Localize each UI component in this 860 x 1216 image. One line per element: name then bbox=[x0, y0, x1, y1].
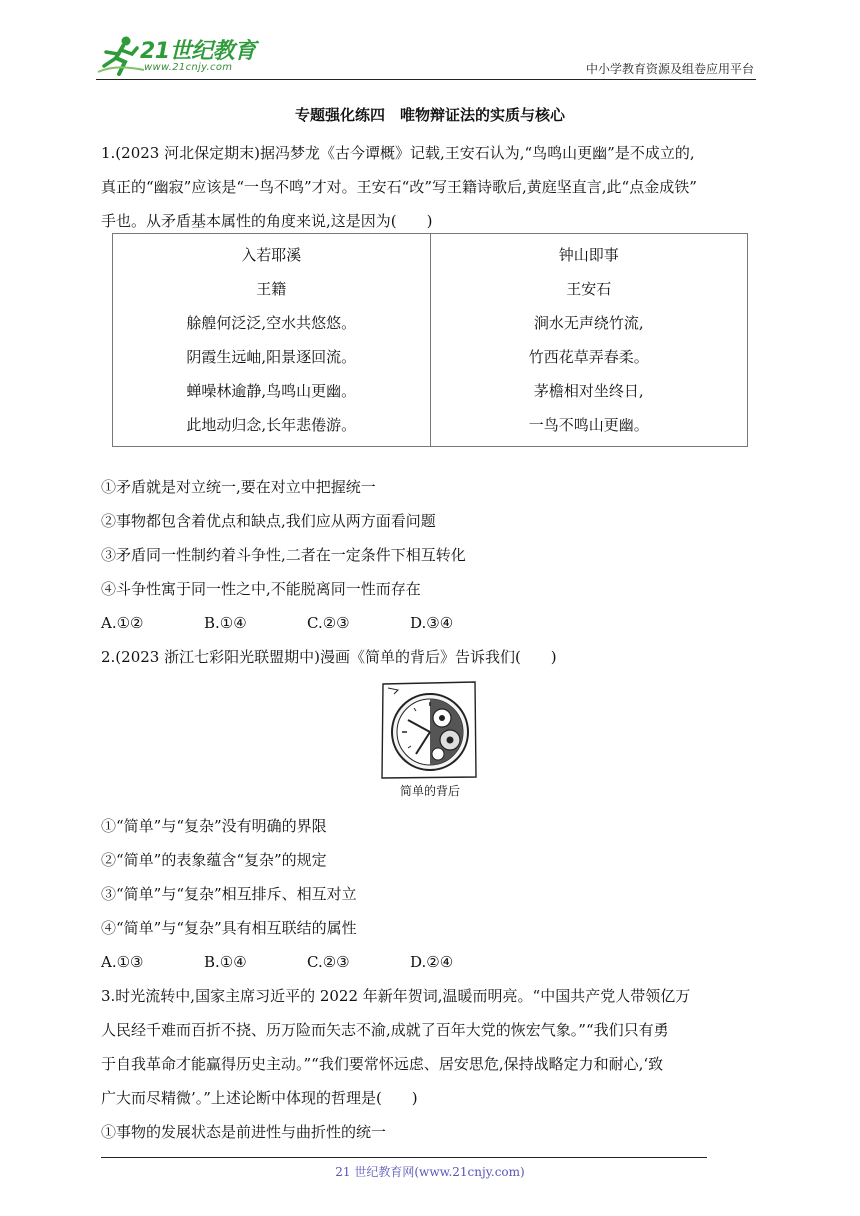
option-a[interactable]: A.①② bbox=[101, 614, 144, 632]
question-2-choices bbox=[101, 809, 761, 1149]
q1-line: 手也。从矛盾基本属性的角度来说,这是因为( ) bbox=[101, 212, 433, 230]
runner-logo-icon bbox=[96, 34, 146, 78]
q3-line: 3.时光流转中,国家主席习近平的 2022 年新年贺词,温暖而明亮。“中国共产党人带领亿万 bbox=[101, 987, 691, 1005]
option-d[interactable]: D.③④ bbox=[410, 614, 454, 632]
footer-divider bbox=[101, 1157, 707, 1158]
poem-line: 一鸟不鸣山更幽。 bbox=[528, 416, 649, 434]
page-title: 专题强化练四 唯物辩证法的实质与核心 bbox=[294, 106, 565, 124]
poem-title: 入若耶溪 bbox=[241, 246, 302, 264]
q2-line: 2.(2023 浙江七彩阳光联盟期中)漫画《简单的背后》告诉我们( ) bbox=[101, 648, 557, 666]
poem-author: 王安石 bbox=[566, 280, 612, 298]
statement-item: ④斗争性寓于同一性之中,不能脱离同一性而存在 bbox=[101, 580, 421, 598]
poem-left bbox=[113, 234, 431, 447]
poem-line: 涧水无声绕竹流, bbox=[533, 314, 644, 332]
statement-item: ①“简单”与“复杂”没有明确的界限 bbox=[101, 817, 327, 835]
answer-options bbox=[101, 606, 761, 640]
poem-comparison-table bbox=[112, 233, 748, 447]
poem-title: 钟山即事 bbox=[558, 246, 619, 264]
statement-item: ③矛盾同一性制约着斗争性,二者在一定条件下相互转化 bbox=[101, 546, 466, 564]
cartoon-image bbox=[380, 680, 478, 780]
statement-item: ②“简单”的表象蕴含“复杂”的规定 bbox=[101, 851, 327, 869]
statement-item: ④“简单”与“复杂”具有相互联结的属性 bbox=[101, 919, 357, 937]
option-a[interactable]: A.①③ bbox=[101, 953, 144, 971]
statement-item: ②事物都包含着优点和缺点,我们应从两方面看问题 bbox=[101, 512, 436, 530]
platform-name: 中小学教育资源及组卷应用平台 bbox=[585, 62, 754, 76]
statement-item: ③“简单”与“复杂”相互排斥、相互对立 bbox=[101, 885, 357, 903]
statement-item: ①矛盾就是对立统一,要在对立中把握统一 bbox=[101, 478, 376, 496]
poem-line: 此地动归念,长年悲倦游。 bbox=[186, 416, 357, 434]
logo bbox=[96, 34, 266, 78]
q3-line: 广大而尽精微’。”上述论断中体现的哲理是( ) bbox=[101, 1089, 418, 1107]
page-header bbox=[96, 32, 756, 80]
option-d[interactable]: D.②④ bbox=[410, 953, 454, 971]
figure-caption: 简单的背后 bbox=[399, 784, 460, 798]
poem-line: 蝉噪林逾静,鸟鸣山更幽。 bbox=[186, 382, 357, 400]
option-b[interactable]: B.①④ bbox=[204, 614, 247, 632]
q1-line: 1.(2023 河北保定期末)据冯梦龙《古今谭概》记载,王安石认为,“鸟鸣山更幽”是不成立的, bbox=[101, 144, 695, 162]
question-1-stem bbox=[101, 136, 761, 238]
logo-text: 21世纪教育 bbox=[140, 39, 256, 64]
header-divider bbox=[96, 79, 756, 80]
poem-right bbox=[430, 234, 748, 447]
question-1-choices bbox=[101, 470, 761, 674]
poem-line: 茅檐相对坐终日, bbox=[533, 382, 644, 400]
page-footer[interactable]: 21 世纪教育网(www.21cnjy.com) bbox=[335, 1165, 525, 1179]
poem-author: 王籍 bbox=[256, 280, 287, 298]
clock-gears-cartoon-icon bbox=[380, 680, 478, 780]
answer-options bbox=[101, 945, 761, 979]
q3-line: 人民经千难而百折不挠、历万险而矢志不渝,成就了百年大党的恢宏气象。”“我们只有勇 bbox=[101, 1021, 669, 1039]
option-b[interactable]: B.①④ bbox=[204, 953, 247, 971]
poem-line: 阴霞生远岫,阳景逐回流。 bbox=[186, 348, 357, 366]
option-c[interactable]: C.②③ bbox=[307, 614, 350, 632]
statement-item: ①事物的发展状态是前进性与曲折性的统一 bbox=[101, 1123, 387, 1141]
q3-line: 于自我革命才能赢得历史主动。”“我们要常怀远虑、居安思危,保持战略定力和耐心,‘致 bbox=[101, 1055, 664, 1073]
poem-line: 艅艎何泛泛,空水共悠悠。 bbox=[186, 314, 357, 332]
q1-line: 真正的“幽寂”应该是“一鸟不鸣”才对。王安石“改”写王籍诗歌后,黄庭坚直言,此“点金成铁” bbox=[101, 178, 697, 196]
option-c[interactable]: C.②③ bbox=[307, 953, 350, 971]
logo-url: www.21cnjy.com bbox=[144, 62, 233, 73]
poem-line: 竹西花草弄春柔。 bbox=[528, 348, 649, 366]
